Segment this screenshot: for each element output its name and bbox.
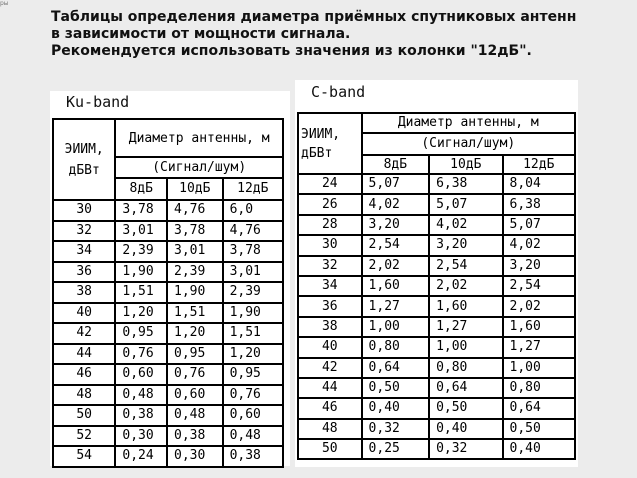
c-diameter-cell: 5,07 [362,174,430,194]
ku-diameter-cell: 0,95 [167,344,223,365]
ku-col-header: 12дБ [223,178,283,200]
c-table-row [298,358,575,378]
ku-diameter-cell: 1,90 [115,262,167,283]
c-table-row [298,337,575,357]
corner-label: ры [0,0,9,7]
ku-table-row [53,426,283,447]
ku-diameter-cell: 0,30 [115,426,167,447]
c-diameter-cell: 0,64 [429,378,502,398]
c-eirp-cell: 36 [298,296,362,316]
c-diameter-cell: 2,02 [503,296,575,316]
c-snr-header: (Сигнал/шум) [362,133,575,155]
c-diameter-cell: 5,07 [429,194,502,214]
c-diameter-cell: 8,04 [503,174,575,194]
ku-eirp-cell: 36 [53,262,115,283]
c-diameter-cell: 0,40 [429,419,502,439]
c-diameter-cell: 3,20 [362,215,430,235]
c-diameter-cell: 4,02 [503,235,575,255]
c-diameter-cell: 0,80 [362,337,430,357]
ku-diameter-cell: 0,48 [115,385,167,406]
ku-diameter-cell: 0,95 [223,364,283,385]
c-table-row [298,235,575,255]
c-diameter-header: Диаметр антенны, м [362,113,575,133]
ku-diameter-cell: 0,24 [115,446,167,467]
c-diameter-cell: 0,32 [429,439,502,459]
ku-diameter-cell: 4,76 [223,221,283,242]
ku-diameter-cell: 3,78 [167,221,223,242]
ku-snr-header: (Сигнал/шум) [115,157,283,178]
ku-diameter-cell: 0,60 [167,385,223,406]
c-diameter-cell: 0,50 [429,398,502,418]
ku-diameter-cell: 0,95 [115,323,167,344]
c-table-row [298,256,575,276]
ku-eirp-cell: 32 [53,221,115,242]
c-eirp-cell: 28 [298,215,362,235]
c-eirp-cell: 26 [298,194,362,214]
ku-eirp-header: ЭИИМ, дБВт [53,119,115,200]
c-diameter-cell: 1,00 [362,317,430,337]
c-col-header: 10дБ [429,155,502,174]
ku-diameter-cell: 3,78 [115,200,167,221]
c-eirp-cell: 32 [298,256,362,276]
c-diameter-cell: 1,27 [503,337,575,357]
ku-eirp-cell: 52 [53,426,115,447]
c-diameter-cell: 2,02 [362,256,430,276]
c-eirp-cell: 40 [298,337,362,357]
ku-eirp-cell: 48 [53,385,115,406]
c-table-row [298,174,575,194]
heading-line-2: в зависимости от мощности сигнала. [51,26,351,42]
ku-diameter-cell: 1,51 [223,323,283,344]
c-table-row [298,276,575,296]
c-band-title: C-band [311,83,366,101]
c-diameter-cell: 5,07 [503,215,575,235]
ku-diameter-cell: 0,38 [223,446,283,467]
c-table-row [298,439,575,459]
ku-table-row [53,385,283,406]
ku-eirp-cell: 50 [53,405,115,426]
c-diameter-cell: 2,54 [362,235,430,255]
ku-table-row [53,200,283,221]
ku-col-header: 8дБ [115,178,167,200]
ku-band-title: Ku-band [66,93,130,111]
ku-diameter-cell: 2,39 [167,262,223,283]
c-diameter-cell: 0,50 [503,419,575,439]
c-diameter-cell: 4,02 [429,215,502,235]
ku-table-row [53,221,283,242]
ku-eirp-cell: 30 [53,200,115,221]
ku-diameter-cell: 3,78 [223,241,283,262]
c-eirp-cell: 50 [298,439,362,459]
c-diameter-cell: 0,64 [362,358,430,378]
c-diameter-cell: 1,27 [362,296,430,316]
page-heading [51,9,631,60]
ku-diameter-cell: 0,76 [223,385,283,406]
ku-col-header: 10дБ [167,178,223,200]
c-diameter-cell: 4,02 [362,194,430,214]
c-col-header: 8дБ [362,155,430,174]
c-eirp-header: ЭИИМ, дБВт [298,113,362,174]
ku-eirp-cell: 44 [53,344,115,365]
c-table-row [298,419,575,439]
c-eirp-cell: 34 [298,276,362,296]
c-diameter-cell: 0,50 [362,378,430,398]
ku-eirp-cell: 46 [53,364,115,385]
c-eirp-cell: 42 [298,358,362,378]
ku-table-row [53,446,283,467]
c-eirp-cell: 46 [298,398,362,418]
c-diameter-cell: 0,32 [362,419,430,439]
c-eirp-cell: 44 [298,378,362,398]
c-diameter-cell: 0,64 [503,398,575,418]
ku-eirp-cell: 54 [53,446,115,467]
c-eirp-cell: 48 [298,419,362,439]
ku-diameter-cell: 0,48 [223,426,283,447]
c-diameter-cell: 3,20 [503,256,575,276]
c-diameter-cell: 1,00 [429,337,502,357]
ku-eirp-cell: 38 [53,282,115,303]
c-diameter-cell: 6,38 [429,174,502,194]
ku-diameter-cell: 1,20 [167,323,223,344]
ku-diameter-cell: 0,48 [167,405,223,426]
c-table-row [298,215,575,235]
c-diameter-cell: 1,27 [429,317,502,337]
ku-table-row [53,262,283,283]
c-diameter-cell: 3,20 [429,235,502,255]
c-table-row [298,398,575,418]
c-diameter-cell: 0,80 [429,358,502,378]
ku-band-table-body [53,119,283,467]
c-table-row [298,194,575,214]
ku-diameter-cell: 2,39 [115,241,167,262]
c-diameter-cell: 0,40 [503,439,575,459]
c-eirp-cell: 38 [298,317,362,337]
c-diameter-cell: 2,54 [429,256,502,276]
ku-diameter-cell: 1,20 [115,303,167,324]
ku-diameter-cell: 0,76 [115,344,167,365]
c-diameter-cell: 0,25 [362,439,430,459]
ku-diameter-cell: 1,90 [223,303,283,324]
ku-diameter-cell: 3,01 [223,262,283,283]
ku-diameter-cell: 1,20 [223,344,283,365]
heading-line-1: Таблицы определения диаметра приёмных спутниковых антенн [51,9,577,25]
ku-table-row [53,282,283,303]
ku-diameter-header: Диаметр антенны, м [115,119,283,157]
ku-diameter-cell: 1,51 [115,282,167,303]
ku-diameter-cell: 6,0 [223,200,283,221]
c-table-row [298,378,575,398]
c-band-table [297,112,576,460]
c-table-row [298,296,575,316]
c-diameter-cell: 1,60 [429,296,502,316]
c-band-table-body [298,113,575,459]
ku-table-row [53,241,283,262]
c-diameter-cell: 2,54 [503,276,575,296]
ku-band-table [52,118,284,468]
ku-diameter-cell: 2,39 [223,282,283,303]
c-diameter-cell: 1,60 [362,276,430,296]
ku-table-row [53,303,283,324]
heading-line-3: Рекомендуется использовать значения из колонки "12дБ". [51,43,532,59]
c-diameter-cell: 0,40 [362,398,430,418]
c-diameter-cell: 2,02 [429,276,502,296]
c-diameter-cell: 1,00 [503,358,575,378]
c-eirp-cell: 24 [298,174,362,194]
c-diameter-cell: 0,80 [503,378,575,398]
ku-diameter-cell: 1,90 [167,282,223,303]
ku-table-row [53,323,283,344]
ku-diameter-cell: 0,76 [167,364,223,385]
ku-diameter-cell: 3,01 [167,241,223,262]
c-diameter-cell: 6,38 [503,194,575,214]
ku-table-row [53,405,283,426]
c-table-row [298,317,575,337]
ku-diameter-cell: 1,51 [167,303,223,324]
ku-eirp-cell: 42 [53,323,115,344]
ku-diameter-cell: 0,38 [115,405,167,426]
c-diameter-cell: 1,60 [503,317,575,337]
ku-diameter-cell: 0,38 [167,426,223,447]
c-eirp-cell: 30 [298,235,362,255]
ku-diameter-cell: 3,01 [115,221,167,242]
ku-diameter-cell: 0,30 [167,446,223,467]
ku-eirp-cell: 34 [53,241,115,262]
ku-diameter-cell: 0,60 [223,405,283,426]
ku-table-row [53,344,283,365]
ku-eirp-cell: 40 [53,303,115,324]
ku-diameter-cell: 0,60 [115,364,167,385]
ku-table-row [53,364,283,385]
c-col-header: 12дБ [503,155,575,174]
ku-diameter-cell: 4,76 [167,200,223,221]
